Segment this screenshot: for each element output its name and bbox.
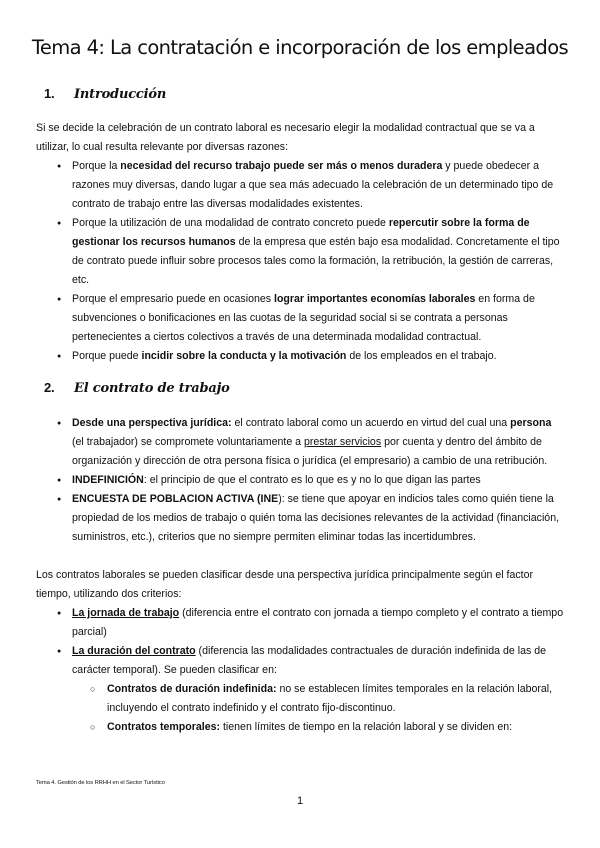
classification-intro: Los contratos laborales se pueden clasificar desde una perspectiva jurídica principalmente según el factor tiempo, utilizando dos criterios: xyxy=(36,569,534,600)
sub-item-temporary-contracts: ○ Contratos temporales: tienen límites de tiempo en la relación laboral y se dividen en: xyxy=(36,718,566,737)
criterion-contract-duration: ● La duración del contrato (diferencia las modalidades contractuales de duración indefinida de las de carácter temporal). Se pueden clasificar en: xyxy=(36,642,566,680)
section-1-number: 1. xyxy=(44,86,55,101)
sub-item-indefinite-contracts: ○ Contratos de duración indefinida: no se establecen límites temporales en la relación laboral, incluyendo el contrato indefinido y el contrato fijo-discontinuo. xyxy=(36,680,566,718)
criteria-list xyxy=(36,604,566,680)
section-1-bullet-3: ● Porque el empresario puede en ocasiones lograr importantes economías laborales en forma de subvenciones o bonificaciones en las cuotas de la seguridad social si se contrata a personas pertenecientes a ciertos colectivos a través de una determinada modalidad contractual. xyxy=(36,290,566,347)
section-1-bullet-4: ● Porque puede incidir sobre la conducta y la motivación de los empleados en el trabajo. xyxy=(36,347,566,366)
section-2-bullet-epa: ● ENCUESTA DE POBLACION ACTIVA (INE): se tiene que apoyar en indicios tales como quién tiene la propiedad de los medios de trabajo o quién toma las decisiones relevantes de la actividad (financiación, suministros, etc.), criterios que no siempre permiten eliminar todas las incertidumbres. xyxy=(36,490,566,547)
duration-sub-list xyxy=(36,680,566,737)
section-2-bullet-list xyxy=(36,414,566,547)
section-2-title: El contrato de trabajo xyxy=(74,381,230,396)
footer-note: Tema 4. Gestión de los RRHH en el Sector Turístico xyxy=(36,780,165,786)
section-2-bullet-indefinicion: ● INDEFINICIÓN: el principio de que el contrato es lo que es y no lo que digan las partes xyxy=(36,471,566,490)
criterion-working-hours: ● La jornada de trabajo (diferencia entre el contrato con jornada a tiempo completo y el contrato a tiempo parcial) xyxy=(36,604,566,642)
document-title: Tema 4: La contratación e incorporación de los empleados xyxy=(31,36,569,59)
section-1-bullet-1: ● Porque la necesidad del recurso trabajo puede ser más o menos duradera y puede obedecer a razones muy diversas, dando lugar a que sea más adecuado la celebración de un determinado tipo de contrato de trabajo entre las diversas modalidades existentes. xyxy=(36,157,566,214)
section-2-number: 2. xyxy=(44,380,55,395)
section-1-bullet-list xyxy=(36,157,566,366)
section-1-bullet-2: ● Porque la utilización de una modalidad de contrato concreto puede repercutir sobre la forma de gestionar los recursos humanos de la empresa que estén bajo esa modalidad. Concretamente el tipo de contrato puede influir sobre procesos tales como la formación, la retribución, la gestión de carreras, etc. xyxy=(36,214,566,290)
section-1-intro: Si se decide la celebración de un contrato laboral es necesario elegir la modalidad contractual que se va a utilizar, lo cual resulta relevante por diversas razones: xyxy=(36,122,535,153)
section-2-bullet-legal-perspective: ● Desde una perspectiva jurídica: el contrato laboral como un acuerdo en virtud del cual una persona (el trabajador) se compromete voluntariamente a prestar servicios por cuenta y dentro del ámbito de organización y dirección de otra persona física o jurídica (el empresario) a cambio de una retribución. xyxy=(36,414,566,471)
page-number: 1 xyxy=(296,795,304,807)
section-1-heading xyxy=(44,86,166,102)
section-2-heading xyxy=(44,380,230,396)
section-1-title: Introducción xyxy=(74,87,167,102)
